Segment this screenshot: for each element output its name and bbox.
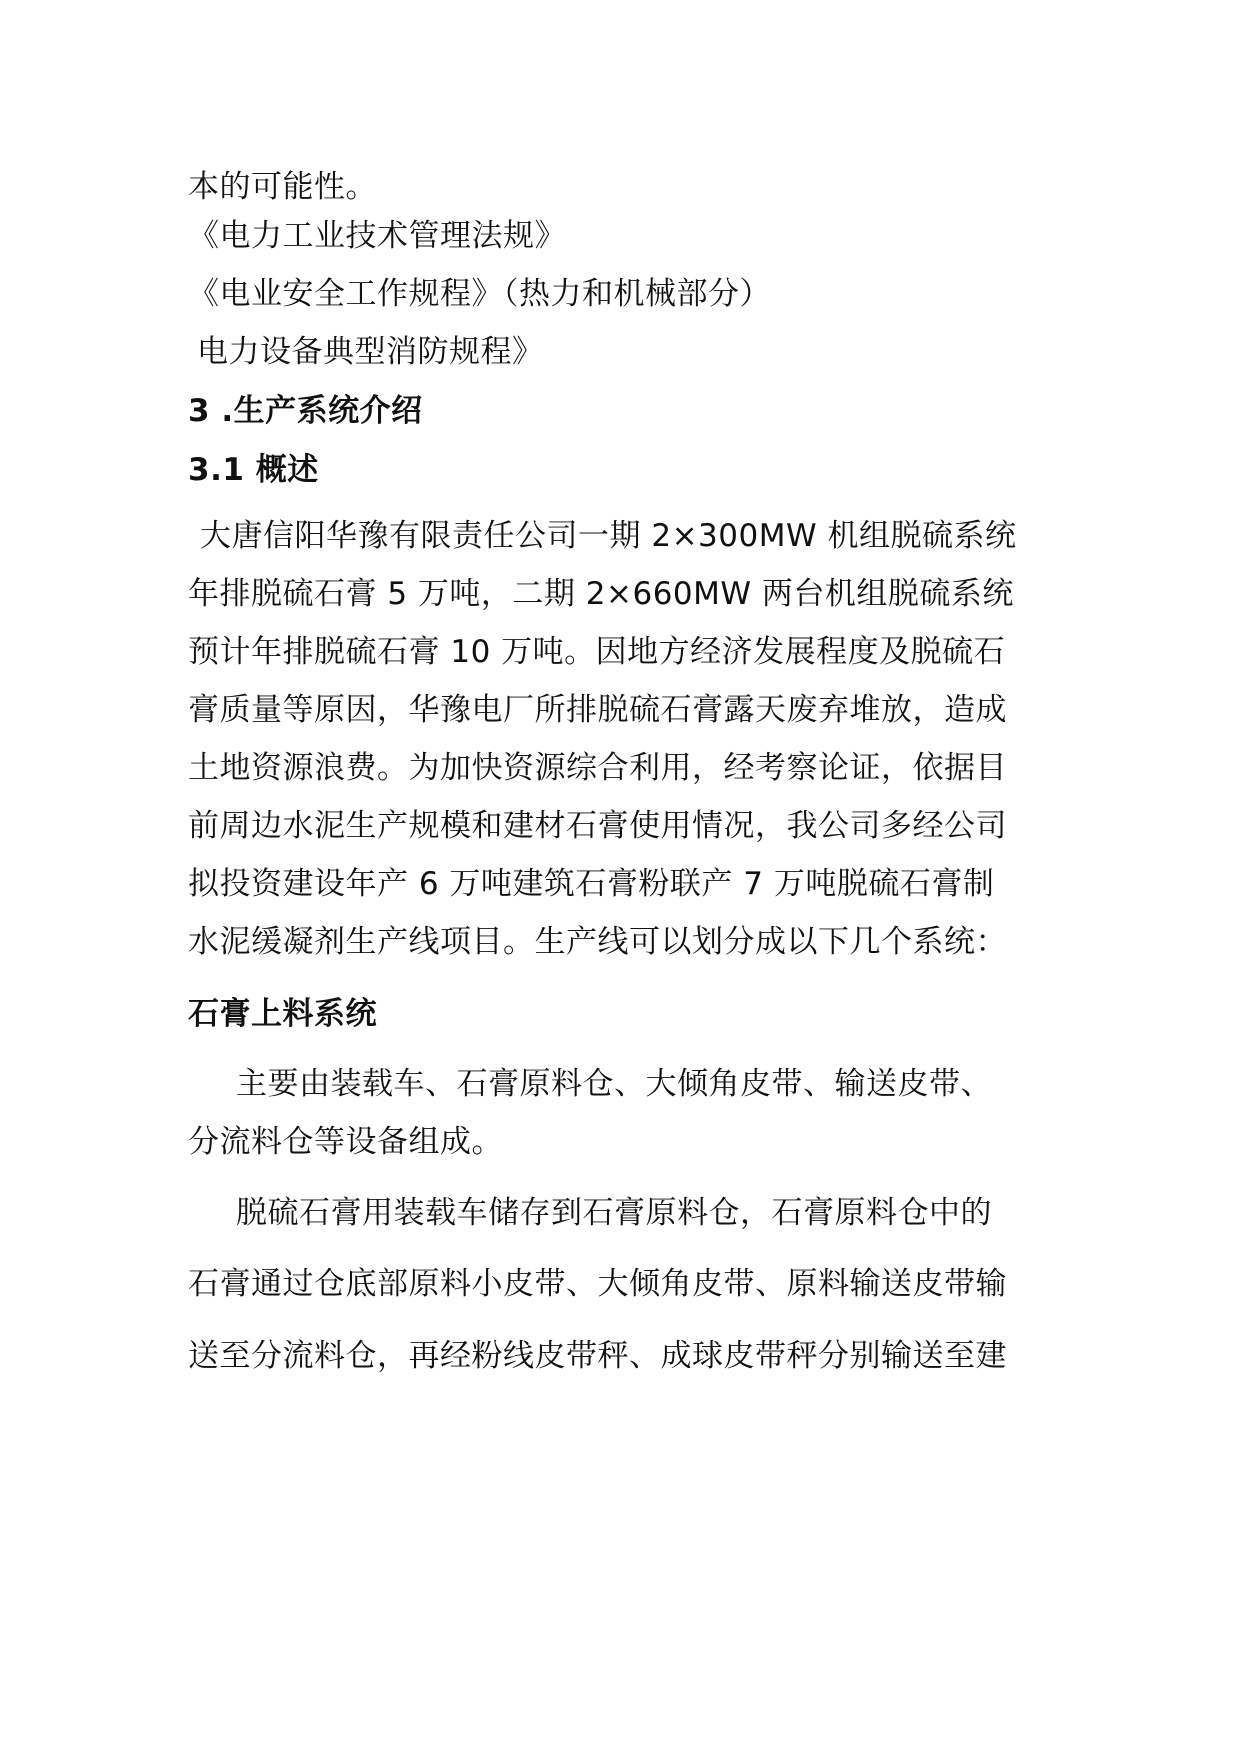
paragraph-line: 膏质量等原因，华豫电厂所排脱硫石膏露天废弃堆放，造成: [188, 692, 1007, 728]
paragraph-line: 预计年排脱硫石膏 10 万吨。因地方经济发展程度及脱硫石: [188, 634, 1006, 670]
paragraph-line: 脱硫石膏用装载车储存到石膏原料仓，石膏原料仓中的: [236, 1195, 992, 1231]
paragraph-line: 主要由装载车、石膏原料仓、大倾角皮带、输送皮带、: [236, 1066, 992, 1102]
regulation-reference: 电力设备典型消防规程》: [197, 334, 544, 370]
regulation-reference: 《电力工业技术管理法规》: [188, 218, 566, 254]
paragraph-line: 水泥缓凝剂生产线项目。生产线可以划分成以下几个系统：: [188, 924, 1007, 960]
text-line: 本的可能性。: [188, 169, 377, 205]
paragraph-line: 土地资源浪费。为加快资源综合利用，经考察论证，依据目: [188, 750, 1007, 786]
paragraph-line: 石膏通过仓底部原料小皮带、大倾角皮带、原料输送皮带输: [188, 1266, 1007, 1302]
paragraph-line: 大唐信阳华豫有限责任公司一期 2×300MW 机组脱硫系统: [200, 518, 1017, 554]
paragraph-line: 分流料仓等设备组成。: [188, 1124, 503, 1160]
regulation-reference: 《电业安全工作规程》（热力和机械部分）: [188, 276, 771, 312]
paragraph-line: 前周边水泥生产规模和建材石膏使用情况，我公司多经公司: [188, 808, 1007, 844]
paragraph-line: 送至分流料仓，再经粉线皮带秤、成球皮带秤分别输送至建: [188, 1338, 1007, 1374]
section-heading: 3 .生产系统介绍: [188, 393, 423, 429]
system-heading: 石膏上料系统: [188, 996, 377, 1032]
subsection-heading: 3.1 概述: [188, 452, 319, 488]
paragraph-line: 拟投资建设年产 6 万吨建筑石膏粉联产 7 万吨脱硫石膏制: [188, 866, 995, 902]
paragraph-line: 年排脱硫石膏 5 万吨，二期 2×660MW 两台机组脱硫系统: [188, 576, 1014, 612]
